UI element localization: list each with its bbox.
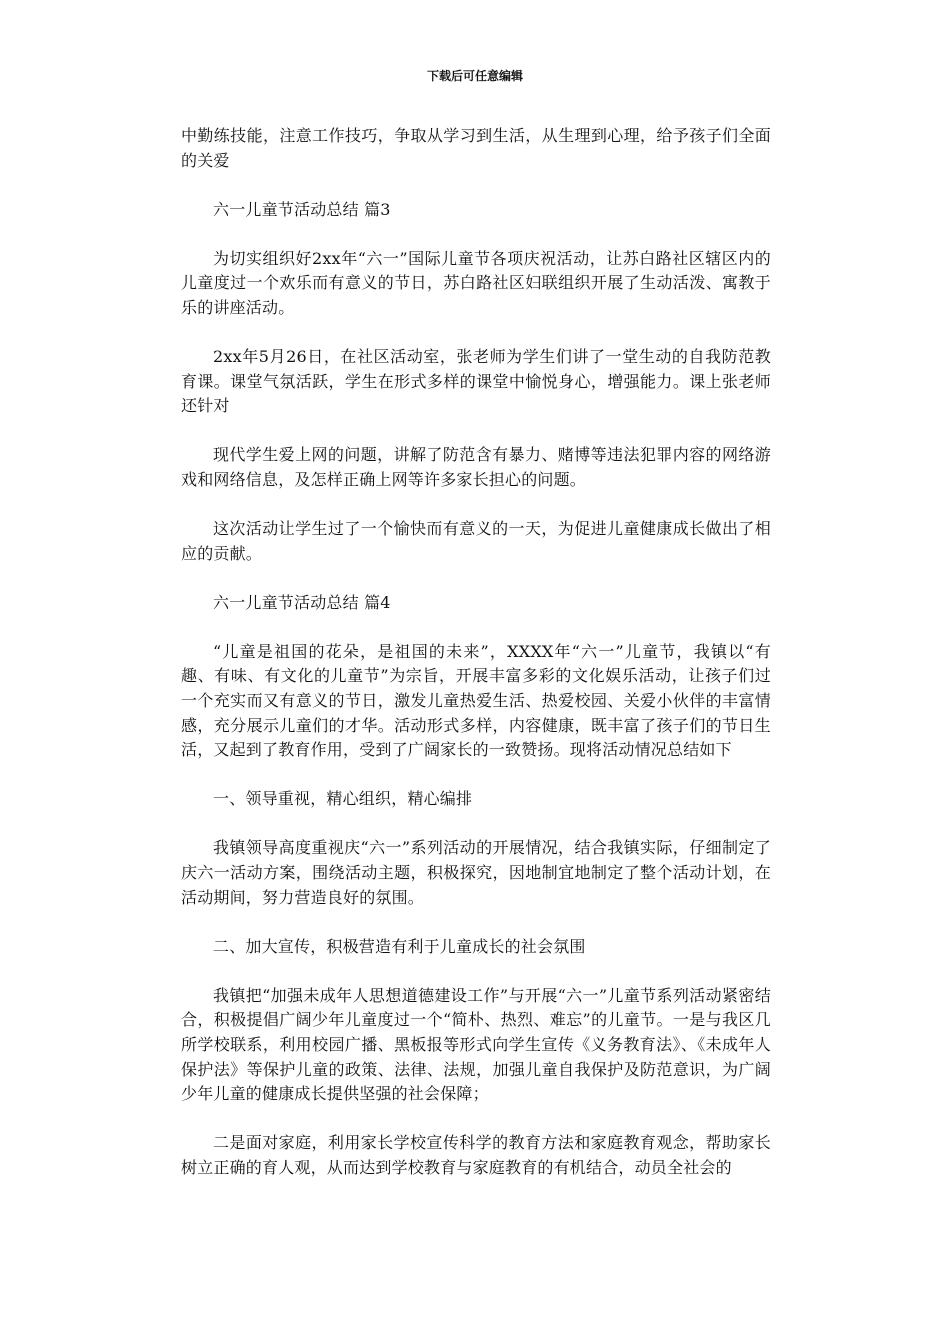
paragraph: 为切实组织好2xx年“六一”国际儿童节各项庆祝活动，让苏白路社区辖区内的儿童度过一个欢乐而有意义的节日，苏白路社区妇联组织开展了生动活泼、寓教于乐的讲座活动。: [181, 248, 771, 317]
document-body: [181, 124, 771, 1205]
paragraph: “儿童是祖国的花朵，是祖国的未来”，XXXX年“六一”儿童节，我镇以“有趣、有味、有文化的儿童节”为宗旨，开展丰富多彩的文化娱乐活动，让孩子们过一个充实而又有意义的节日，激发儿童热爱生活、热爱校园、关爱小伙伴的丰富情感，充分展示儿童们的才华。活动形式多样，内容健康，既丰富了孩子们的节日生活，又起到了教育作用，受到了广阔家长的一致赞扬。现将活动情况总结如下: [181, 641, 771, 760]
subheading-2: 二、加大宣传，积极营造有利于儿童成长的社会氛围: [213, 936, 586, 956]
paragraph: 二是面对家庭，利用家长学校宣传科学的教育方法和家庭教育观念，帮助家长树立正确的育人观，从而达到学校教育与家庭教育的有机结合，动员全社会的: [181, 1133, 771, 1177]
section-heading-4: 六一儿童节活动总结 篇4: [213, 592, 391, 612]
paragraph: 2xx年5月26日，在社区活动室，张老师为学生们讲了一堂生动的自我防范教育课。课堂气氛活跃，学生在形式多样的课堂中愉悦身心，增强能力。课上张老师还针对: [181, 347, 771, 416]
paragraph: 这次活动让学生过了一个愉快而有意义的一天，为促进儿童健康成长做出了相应的贡献。: [181, 519, 771, 563]
paragraph: 我镇把“加强未成年人思想道德建设工作”与开展“六一”儿童节系列活动紧密结合，积极提倡广阔少年儿童度过一个“简朴、热烈、难忘”的儿童节。一是与我区几所学校联系，利用校园广播、黑板报等形式向学生宣传《义务教育法》、《未成年人保护法》等保护儿童的政策、法律、法规，加强儿童自我保护及防范意识，为广阔少年儿童的健康成长提供坚强的社会保障；: [181, 985, 771, 1104]
subheading-1: 一、领导重视，精心组织，精心编排: [213, 789, 473, 809]
paragraph-continuation: 中勤练技能，注意工作技巧，争取从学习到生活，从生理到心理，给予孩子们全面的关爱: [181, 126, 771, 170]
paragraph: 我镇领导高度重视庆“六一”系列活动的开展情况，结合我镇实际，仔细制定了庆六一活动方案，围绕活动主题，积极探究，因地制宜地制定了整个活动计划，在活动期间，努力营造良好的氛围。: [181, 838, 771, 907]
section-heading-3: 六一儿童节活动总结 篇3: [213, 199, 391, 219]
page-header-note: 下载后可任意编辑: [426, 69, 523, 83]
paragraph: 现代学生爱上网的问题，讲解了防范含有暴力、赌博等违法犯罪内容的网络游戏和网络信息，及怎样正确上网等许多家长担心的问题。: [181, 445, 771, 489]
